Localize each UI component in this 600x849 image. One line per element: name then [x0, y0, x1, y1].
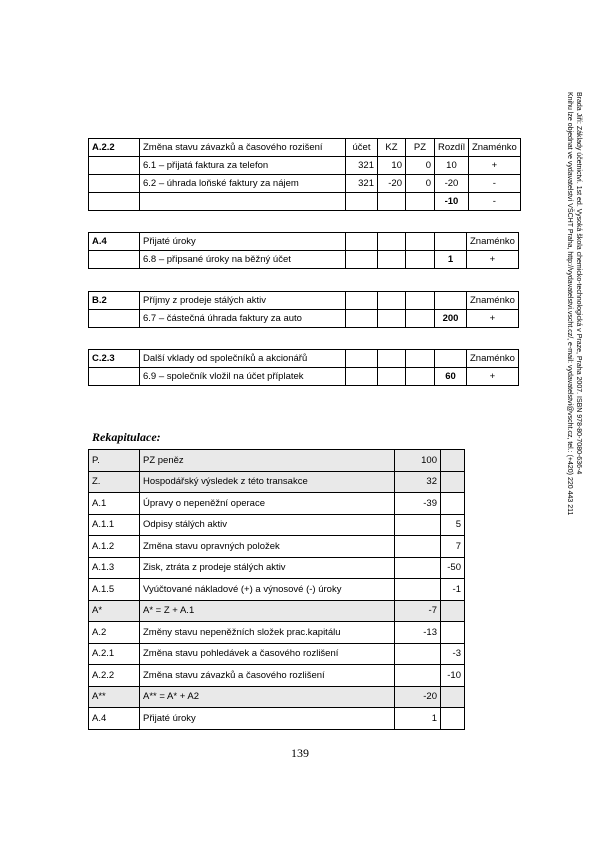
recap-code: Z.	[89, 471, 140, 493]
cell-ucet: 321	[346, 175, 378, 193]
recap-subvalue	[441, 600, 465, 622]
recap-value: 1	[395, 708, 441, 730]
table-row	[89, 157, 521, 175]
table-header-row	[89, 292, 519, 310]
col-header-znamenko: Znaménko	[467, 233, 519, 251]
col-header-ucet: účet	[346, 139, 378, 157]
recap-row	[89, 471, 465, 493]
empty-cell	[346, 292, 378, 310]
cell-pz	[406, 193, 435, 211]
recap-row	[89, 450, 465, 472]
empty-cell	[378, 251, 406, 269]
table-c23	[88, 349, 519, 386]
empty-cell	[378, 368, 406, 386]
section-code: C.2.3	[89, 350, 140, 368]
row-text: 6.8 – připsané úroky na běžný účet	[140, 251, 346, 269]
empty-cell	[346, 233, 378, 251]
recap-code: A.1.5	[89, 579, 140, 601]
citation-line-1: Brada Jiří: Základy účetnictví. 1st ed. Vysoká škola chemicko-technologická v Praze, Praha 2007. ISBN 978-80-7080-636-4	[575, 92, 582, 475]
recap-subvalue: -1	[441, 579, 465, 601]
empty-cell	[89, 175, 140, 193]
empty-cell	[378, 350, 406, 368]
recap-value: -39	[395, 493, 441, 515]
empty-cell	[89, 193, 140, 211]
col-header-znamenko: Znaménko	[467, 292, 519, 310]
empty-cell	[346, 310, 378, 328]
empty-cell	[406, 233, 435, 251]
recap-subvalue	[441, 708, 465, 730]
col-header-znamenko: Znaménko	[468, 139, 520, 157]
recap-subvalue: -50	[441, 557, 465, 579]
recap-label: Změna stavu opravných položek	[140, 536, 395, 558]
cell-rozdil-total: -10	[435, 193, 469, 211]
table-a4	[88, 232, 519, 269]
empty-cell	[406, 310, 435, 328]
recap-value: -13	[395, 622, 441, 644]
recap-label: Změna stavu pohledávek a časového rozlišení	[140, 643, 395, 665]
recap-label: Změny stavu nepeněžních složek prac.kapitálu	[140, 622, 395, 644]
recap-value: -20	[395, 686, 441, 708]
empty-cell	[435, 292, 467, 310]
cell-rozdil: -20	[435, 175, 469, 193]
empty-cell	[346, 350, 378, 368]
table-row	[89, 251, 519, 269]
row-text: 6.1 – přijatá faktura za telefon	[140, 157, 346, 175]
citation-line-2: Knihu lze objednat ve vydavatelství VŠCHT Praha, http://vydavatelstvi.vscht.cz/, e-mail: vydavatelstvi@vscht.cz, tel.: (+420) 220 443 211	[566, 92, 573, 516]
recap-label: Hospodářský výsledek z této transakce	[140, 471, 395, 493]
empty-cell	[435, 350, 467, 368]
empty-cell	[378, 233, 406, 251]
row-text: 6.7 – částečná úhrada faktury za auto	[140, 310, 346, 328]
cell-ucet	[346, 193, 378, 211]
section-code: B.2	[89, 292, 140, 310]
empty-cell	[346, 251, 378, 269]
cell-ucet: 321	[346, 157, 378, 175]
recap-row	[89, 708, 465, 730]
recap-label: A* = Z + A.1	[140, 600, 395, 622]
empty-cell	[435, 233, 467, 251]
empty-cell	[406, 350, 435, 368]
empty-cell	[406, 251, 435, 269]
section-code: A.4	[89, 233, 140, 251]
table-header-row	[89, 350, 519, 368]
empty-cell	[89, 157, 140, 175]
row-text: 6.2 – úhrada loňské faktury za nájem	[140, 175, 346, 193]
section-title: Změna stavu závazků a časového rozišení	[140, 139, 346, 157]
recap-code: A**	[89, 686, 140, 708]
recap-subvalue	[441, 471, 465, 493]
recap-value: 100	[395, 450, 441, 472]
table-total-row	[89, 193, 521, 211]
recap-code: A.1.2	[89, 536, 140, 558]
recap-value	[395, 536, 441, 558]
cell-rozdil: 1	[435, 251, 467, 269]
cell-kz: 10	[378, 157, 406, 175]
cell-pz: 0	[406, 175, 435, 193]
table-header-row	[89, 139, 521, 157]
cell-znamenko: -	[468, 175, 520, 193]
cell-znamenko: +	[467, 368, 519, 386]
recap-subvalue	[441, 493, 465, 515]
cell-rozdil: 200	[435, 310, 467, 328]
recap-subvalue: 7	[441, 536, 465, 558]
recap-label: Úpravy o nepeněžní operace	[140, 493, 395, 515]
empty-cell	[89, 251, 140, 269]
empty-cell	[89, 368, 140, 386]
recap-code: A.1.1	[89, 514, 140, 536]
row-text	[140, 193, 346, 211]
col-header-kz: KZ	[378, 139, 406, 157]
section-title: Další vklady od společníků a akcionářů	[140, 350, 346, 368]
table-row	[89, 310, 519, 328]
recap-label: A** = A* + A2	[140, 686, 395, 708]
recap-row	[89, 665, 465, 687]
cell-kz: -20	[378, 175, 406, 193]
recap-label: Přijaté úroky	[140, 708, 395, 730]
table-row	[89, 368, 519, 386]
recap-row	[89, 600, 465, 622]
section-title: Přijaté úroky	[140, 233, 346, 251]
recap-table	[88, 449, 465, 730]
recap-subvalue: -10	[441, 665, 465, 687]
recap-label: PZ peněz	[140, 450, 395, 472]
recap-value	[395, 643, 441, 665]
cell-rozdil: 10	[435, 157, 469, 175]
section-title: Příjmy z prodeje stálých aktiv	[140, 292, 346, 310]
cell-rozdil: 60	[435, 368, 467, 386]
recap-row	[89, 493, 465, 515]
recap-subvalue	[441, 686, 465, 708]
cell-znamenko: -	[468, 193, 520, 211]
recap-row	[89, 557, 465, 579]
recap-label: Změna stavu závazků a časového rozlišení	[140, 665, 395, 687]
row-text: 6.9 – společník vložil na účet příplatek	[140, 368, 346, 386]
recap-code: A*	[89, 600, 140, 622]
recap-code: P.	[89, 450, 140, 472]
empty-cell	[378, 310, 406, 328]
col-header-rozdil: Rozdíl	[435, 139, 469, 157]
recap-code: A.4	[89, 708, 140, 730]
recap-value	[395, 514, 441, 536]
recap-label: Vyúčtované nákladové (+) a výnosové (-) úroky	[140, 579, 395, 601]
recap-code: A.2	[89, 622, 140, 644]
recap-row	[89, 536, 465, 558]
side-citation	[565, 92, 583, 592]
recap-row	[89, 686, 465, 708]
recap-value: 32	[395, 471, 441, 493]
col-header-pz: PZ	[406, 139, 435, 157]
recap-value	[395, 665, 441, 687]
recap-title: Rekapitulace:	[92, 430, 161, 444]
section-code: A.2.2	[89, 139, 140, 157]
recap-row	[89, 643, 465, 665]
empty-cell	[346, 368, 378, 386]
recap-code: A.2.1	[89, 643, 140, 665]
empty-cell	[406, 368, 435, 386]
recap-body	[89, 450, 465, 730]
table-row	[89, 175, 521, 193]
recap-subvalue	[441, 450, 465, 472]
recap-code: A.1.3	[89, 557, 140, 579]
cell-znamenko: +	[467, 251, 519, 269]
table-b2	[88, 291, 519, 328]
recap-label: Odpisy stálých aktiv	[140, 514, 395, 536]
recap-row	[89, 514, 465, 536]
cell-znamenko: +	[468, 157, 520, 175]
table-a22	[88, 138, 521, 211]
col-header-znamenko: Znaménko	[467, 350, 519, 368]
recap-row	[89, 622, 465, 644]
table-header-row	[89, 233, 519, 251]
recap-label: Zisk, ztráta z prodeje stálých aktiv	[140, 557, 395, 579]
recap-subvalue	[441, 622, 465, 644]
empty-cell	[378, 292, 406, 310]
recap-code: A.2.2	[89, 665, 140, 687]
cell-pz: 0	[406, 157, 435, 175]
cell-znamenko: +	[467, 310, 519, 328]
cell-kz	[378, 193, 406, 211]
recap-code: A.1	[89, 493, 140, 515]
recap-value	[395, 579, 441, 601]
empty-cell	[89, 310, 140, 328]
recap-subvalue: 5	[441, 514, 465, 536]
recap-value	[395, 557, 441, 579]
recap-value: -7	[395, 600, 441, 622]
empty-cell	[406, 292, 435, 310]
page-number: 139	[291, 746, 309, 760]
recap-row	[89, 579, 465, 601]
recap-subvalue: -3	[441, 643, 465, 665]
